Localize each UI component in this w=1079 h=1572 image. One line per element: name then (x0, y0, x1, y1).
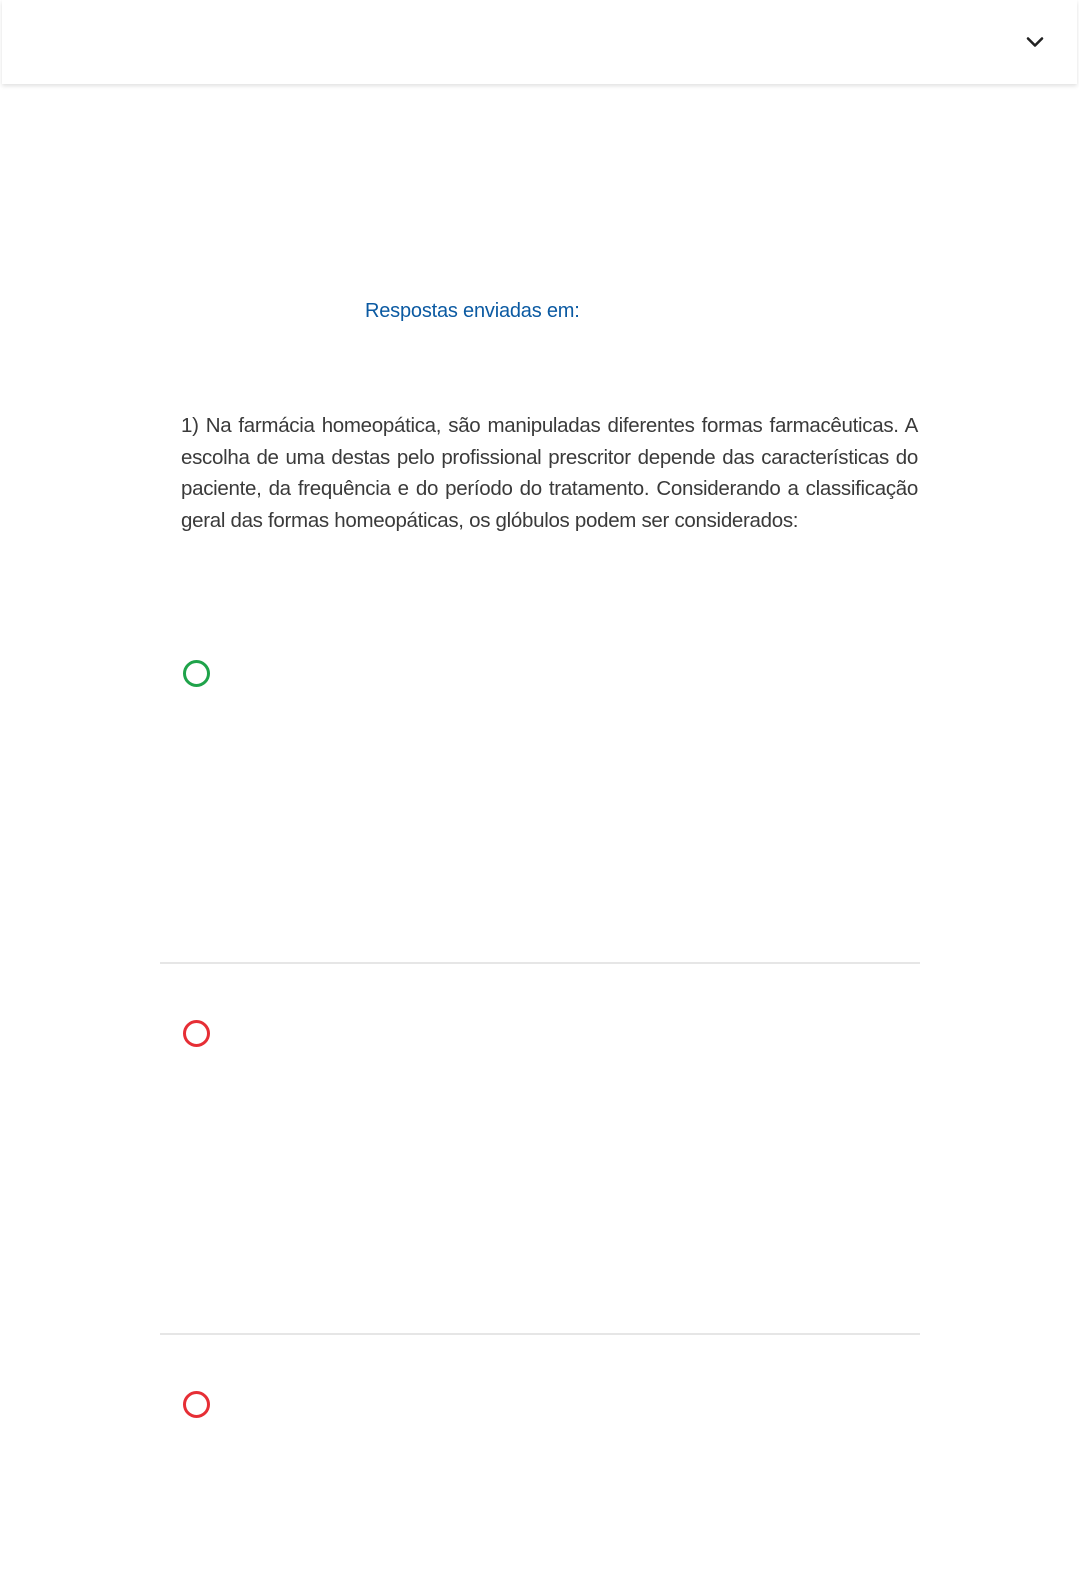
option-divider (160, 1333, 920, 1335)
question-text: 1) Na farmácia homeopática, são manipuladas diferentes formas farmacêuticas. A escolha de uma destas pelo profissional prescritor depende das características do paciente, da frequência e do período do tratamento. Considerando a classificação geral das formas homeopáticas, os glóbulos podem ser considerados: (181, 414, 918, 532)
submission-label: Respostas enviadas em: (365, 300, 580, 322)
chevron-down-icon[interactable] (1023, 30, 1047, 54)
option-divider (160, 962, 920, 964)
incorrect-radio-icon[interactable] (183, 1391, 210, 1418)
top-bar (2, 0, 1077, 84)
incorrect-radio-icon[interactable] (183, 1020, 210, 1047)
correct-radio-icon[interactable] (183, 660, 210, 687)
